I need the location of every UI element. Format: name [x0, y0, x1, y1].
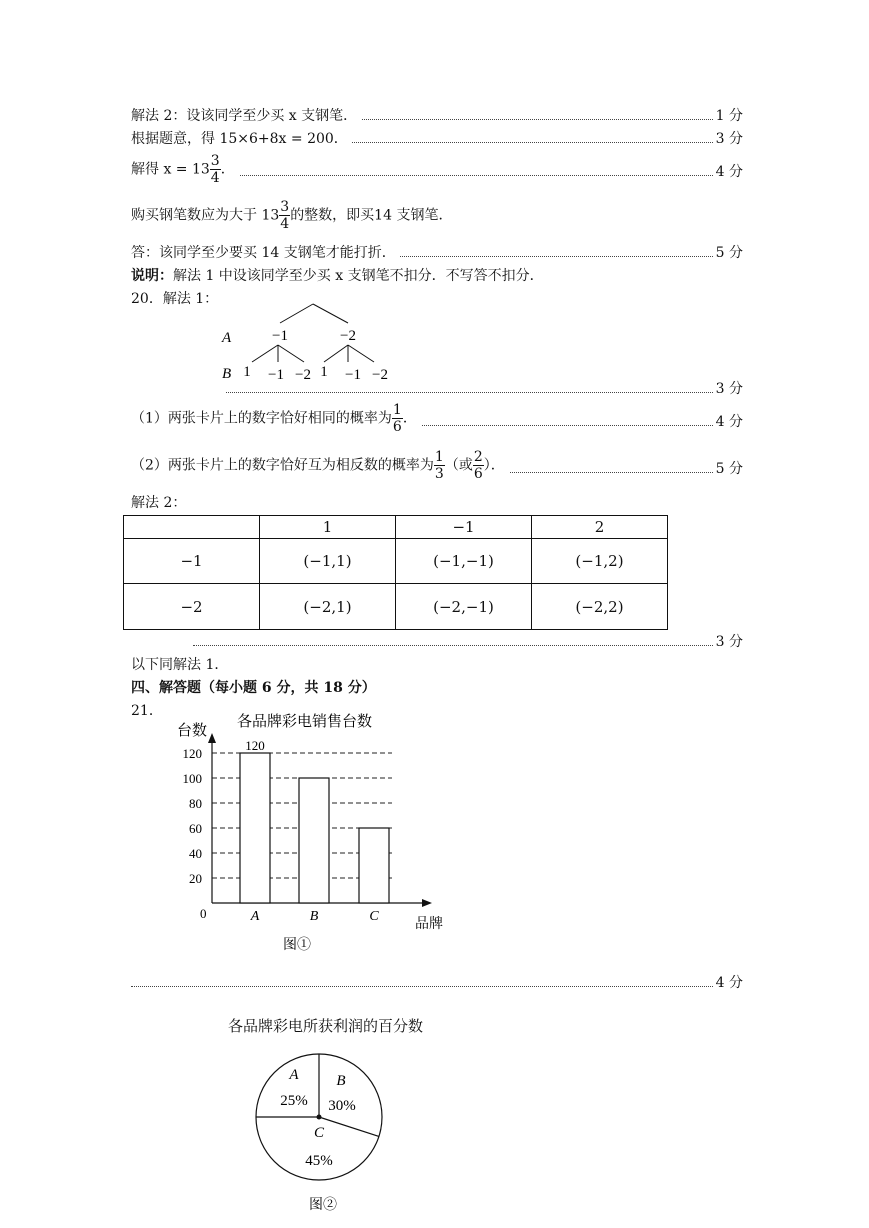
- step-line-3: [131, 153, 743, 187]
- pie-slices: [256, 1054, 379, 1169]
- slice-label-C: C: [313, 1125, 325, 1141]
- table-cell: (−1,−1): [396, 539, 532, 584]
- slice-label-A: A: [289, 1067, 299, 1083]
- x-axis-arrow: [422, 899, 432, 907]
- table-cell: −2: [124, 584, 260, 630]
- step-line-1: [131, 105, 743, 127]
- x-tick-label: A: [250, 909, 260, 924]
- prob-line-1: [131, 402, 743, 437]
- step-line-2: [131, 128, 743, 150]
- note-label: 说明：: [131, 268, 173, 284]
- bar-chart-title: 各品牌彩电销售台数: [237, 714, 373, 730]
- tree-row-a-label: A: [222, 330, 232, 346]
- tree-leaf: 1: [243, 364, 251, 380]
- y-tick-label: 80: [189, 796, 202, 811]
- step-text-post: ．: [220, 161, 235, 178]
- table-cell: (−2,−1): [396, 584, 532, 630]
- step-text: [131, 153, 239, 186]
- bar-chart: [160, 705, 460, 955]
- score-mark: 3 分: [713, 128, 743, 150]
- step-text-post: ）．: [483, 457, 505, 474]
- tree-branch: [278, 345, 304, 362]
- table-header-cell: [124, 516, 260, 539]
- score-mark: 5 分: [713, 242, 743, 264]
- tree-leaf: −2: [295, 367, 311, 383]
- table-row: [124, 584, 668, 630]
- table-cell: (−1,1): [260, 539, 396, 584]
- bar-data-label: 120: [245, 738, 265, 753]
- tree-branch: [280, 304, 313, 323]
- table-cell: (−2,1): [260, 584, 396, 630]
- bars: [240, 738, 389, 924]
- tree-leaf: 1: [320, 364, 328, 380]
- y-tick-labels: [183, 746, 203, 886]
- score-mark: 1 分: [713, 105, 743, 127]
- leader-dots: [226, 392, 721, 393]
- note-text: 解法 1 中设该同学至少买 x 支钢笔不扣分．不写答不扣分．: [173, 268, 544, 284]
- step-text-pre: 解得 x = 13: [131, 161, 210, 178]
- table-header-cell: −1: [396, 516, 532, 539]
- bar-C: [359, 828, 389, 903]
- step-text-pre: （1）两张卡片上的数字恰好相同的概率为: [131, 410, 392, 427]
- bar-B: [299, 778, 329, 903]
- origin-label: 0: [200, 906, 207, 921]
- y-tick-label: 100: [182, 771, 202, 786]
- pie-chart-caption: 图②: [309, 1198, 337, 1213]
- step-text-post: 的整数，即买14 支钢笔．: [290, 207, 453, 224]
- slice-C-edge: [319, 1117, 379, 1136]
- table-score-line: [131, 631, 743, 653]
- method-2-heading: 解法 2：: [131, 495, 187, 511]
- bar-A: [240, 753, 270, 903]
- step-text-pre: （2）两张卡片上的数字恰好互为相反数的概率为: [131, 457, 434, 474]
- table-header-cell: 1: [260, 516, 396, 539]
- y-tick-label: 40: [189, 846, 202, 861]
- slice-value-B: 30%: [328, 1098, 356, 1114]
- slice-label-B: B: [336, 1073, 346, 1089]
- tree-diagram: [210, 296, 410, 388]
- tree-branch: [324, 345, 348, 362]
- leader-dots: [193, 645, 721, 646]
- same-as-method-1: 以下同解法 1．: [131, 657, 229, 673]
- slice-value-A: 25%: [280, 1093, 308, 1109]
- table-cell: (−2,2): [532, 584, 668, 630]
- y-tick-label: 60: [189, 821, 202, 836]
- tree-node-a2: −2: [340, 328, 356, 344]
- step-text-pre: 购买钢笔数应为大于 13: [131, 207, 280, 224]
- x-tick-label: C: [369, 909, 379, 924]
- score-mark: 3 分: [713, 378, 743, 400]
- pie-center: [317, 1115, 322, 1120]
- step-line-5: [131, 242, 743, 264]
- score-mark: 5 分: [713, 458, 743, 480]
- step-text: [131, 449, 509, 482]
- bar-chart-xlabel: 品牌: [415, 917, 443, 932]
- table-cell: (−1,2): [532, 539, 668, 584]
- prob-line-2: [131, 449, 743, 484]
- tree-branch: [252, 345, 278, 362]
- pie-chart: [250, 1048, 390, 1228]
- fraction: $\frac{1}{3}$: [434, 449, 444, 482]
- tree-row-b-label: B: [222, 366, 232, 382]
- table-cell: −1: [124, 539, 260, 584]
- score-mark: 4 分: [713, 161, 743, 183]
- y-axis-arrow: [208, 733, 216, 743]
- step-text: 解法 2：设该同学至少买 x 支钢笔．: [131, 105, 361, 127]
- table-header-row: [124, 516, 668, 539]
- fraction: $\frac{2}{6}$: [473, 449, 483, 482]
- step-text: 答：该同学至少要买 14 支钢笔才能打折．: [131, 242, 400, 264]
- outcome-table: [123, 515, 668, 630]
- fraction: $\frac{3}{4}$: [210, 153, 220, 186]
- tree-branch: [313, 304, 348, 323]
- tree-leaf: −2: [372, 367, 388, 383]
- step-text-post: ．: [402, 410, 417, 427]
- bar-chart-ylabel: 台数: [177, 723, 208, 739]
- tree-leaf: −1: [268, 367, 284, 383]
- chart-score-line: [131, 972, 743, 994]
- score-mark: 3 分: [713, 631, 743, 653]
- y-tick-label: 20: [189, 871, 202, 886]
- x-tick-label: B: [309, 909, 319, 924]
- score-mark: 4 分: [713, 411, 743, 433]
- pie-chart-title: 各品牌彩电所获利润的百分数: [228, 1017, 424, 1035]
- q20-heading: 20．解法 1：: [131, 291, 219, 307]
- table-header-cell: 2: [532, 516, 668, 539]
- step-text-mid: （或: [444, 457, 473, 474]
- fraction: $\frac{1}{6}$: [392, 402, 402, 435]
- tree-score-line: [131, 378, 743, 400]
- tree-branch: [348, 345, 374, 362]
- score-mark: 4 分: [713, 972, 743, 994]
- leader-dots: [131, 986, 721, 987]
- bar-chart-caption: 图①: [283, 938, 311, 953]
- y-tick-label: 120: [182, 746, 202, 761]
- step-line-4: [131, 199, 452, 232]
- step-text: [131, 402, 421, 435]
- note-line: [131, 265, 544, 287]
- table-row: [124, 539, 668, 584]
- q21-label: 21．: [131, 703, 163, 719]
- fraction: $\frac{3}{4}$: [280, 199, 290, 232]
- tree-leaf: −1: [345, 367, 361, 383]
- step-text: 根据题意，得 15×6+8x = 200．: [131, 128, 352, 150]
- slice-value-C: 45%: [305, 1153, 333, 1169]
- tree-node-a1: −1: [272, 328, 288, 344]
- section-heading: 四、解答题（每小题 6 分，共 18 分）: [131, 680, 376, 696]
